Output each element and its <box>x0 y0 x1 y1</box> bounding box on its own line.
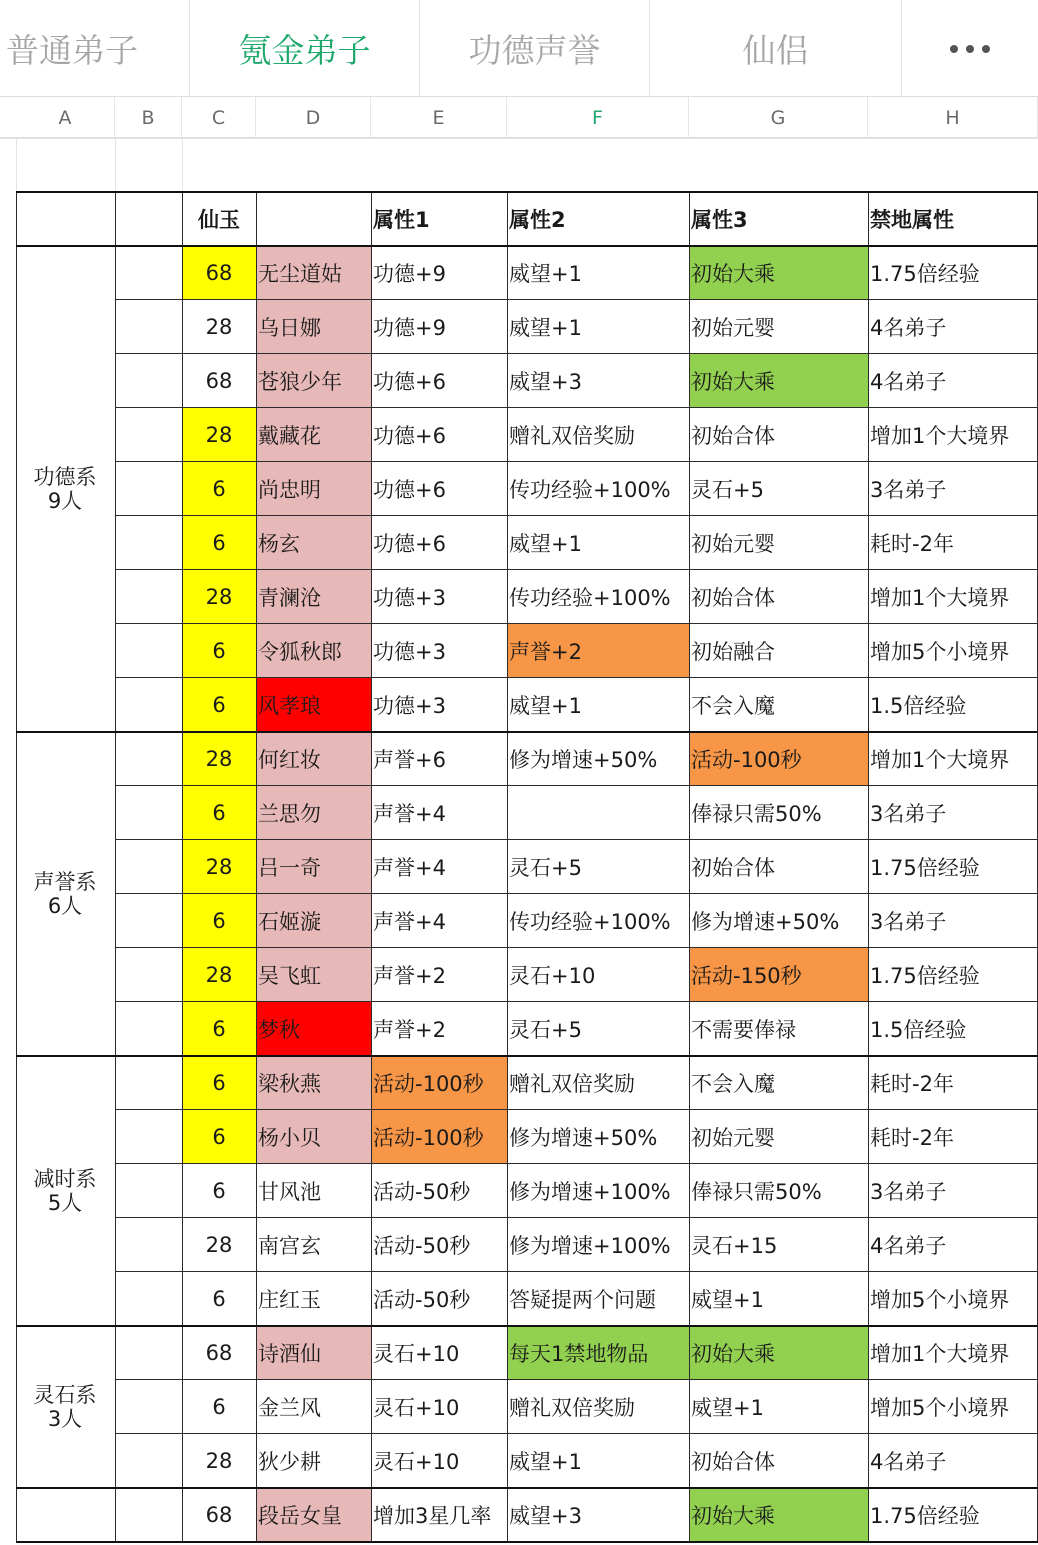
forbidden-attr-cell[interactable]: 耗时-2年 <box>870 1126 954 1150</box>
empty-cell[interactable] <box>115 1434 182 1488</box>
column-header-row <box>0 97 1038 138</box>
grid-line <box>182 138 183 192</box>
jade-cell[interactable]: 6 <box>182 678 256 732</box>
attr1-cell[interactable]: 灵石+10 <box>373 1342 460 1366</box>
jade-cell[interactable]: 6 <box>182 516 256 570</box>
empty-cell[interactable] <box>115 246 182 300</box>
name-cell[interactable]: 南宫玄 <box>258 1234 321 1258</box>
grid-line <box>115 353 1038 354</box>
jade-cell[interactable]: 28 <box>182 948 256 1002</box>
empty-cell[interactable] <box>115 948 182 1002</box>
attr1-cell[interactable]: 灵石+10 <box>373 1450 460 1474</box>
tab-sheet-2[interactable]: 氪金弟子 <box>190 0 420 97</box>
name-cell[interactable]: 青澜沧 <box>256 570 371 624</box>
attr2-cell[interactable]: 每天1禁地物品 <box>507 1326 689 1380</box>
attr1-cell[interactable]: 功德+6 <box>373 424 446 448</box>
attr3-cell[interactable]: 初始融合 <box>691 640 775 664</box>
group-label-line1: 声誉系 <box>33 870 97 894</box>
column-header-f[interactable]: F <box>507 97 689 138</box>
grid-line <box>16 245 1038 247</box>
attr1-cell[interactable]: 功德+6 <box>373 532 446 556</box>
attr2-cell[interactable]: 威望+3 <box>509 370 582 394</box>
name-cell[interactable]: 戴藏花 <box>256 408 371 462</box>
forbidden-attr-cell[interactable]: 增加5个小境界 <box>870 640 1010 664</box>
attr1-cell[interactable]: 功德+3 <box>373 640 446 664</box>
empty-cell[interactable] <box>115 1326 182 1380</box>
attr1-cell[interactable]: 活动-100秒 <box>371 1056 507 1110</box>
attr2-cell[interactable]: 修为增速+100% <box>509 1180 671 1204</box>
attr1-cell[interactable]: 功德+3 <box>373 586 446 610</box>
group-label-line2: 3人 <box>47 1407 83 1431</box>
forbidden-attr-cell[interactable]: 增加5个小境界 <box>870 1396 1010 1420</box>
attr1-cell[interactable]: 活动-50秒 <box>373 1234 471 1258</box>
jade-cell[interactable]: 6 <box>212 1287 226 1311</box>
name-cell[interactable]: 段岳女皇 <box>256 1488 371 1542</box>
name-cell[interactable]: 甘风池 <box>258 1180 321 1204</box>
jade-cell[interactable]: 6 <box>182 786 256 840</box>
empty-cell[interactable] <box>115 516 182 570</box>
name-cell[interactable]: 吴飞虹 <box>256 948 371 1002</box>
attr3-cell[interactable]: 修为增速+50% <box>691 910 840 934</box>
attr1-cell[interactable]: 功德+9 <box>373 316 446 340</box>
forbidden-attr-cell[interactable]: 4名弟子 <box>870 1450 947 1474</box>
grid-line <box>115 893 1038 894</box>
attr2-cell[interactable]: 威望+1 <box>509 694 582 718</box>
attr2-cell[interactable]: 灵石+5 <box>509 1018 582 1042</box>
attr2-cell[interactable]: 赠礼双倍奖励 <box>509 1072 635 1096</box>
grid-line <box>115 138 116 192</box>
grid-line <box>16 192 17 1542</box>
attr2-cell[interactable]: 威望+1 <box>509 262 582 286</box>
header-cell-attr3[interactable]: 属性3 <box>691 208 748 232</box>
more-dots-icon <box>950 45 990 53</box>
empty-cell[interactable] <box>115 1272 182 1326</box>
attr2-cell[interactable]: 威望+1 <box>509 1450 582 1474</box>
grid-line <box>16 1055 1038 1057</box>
grid-line <box>16 731 1038 733</box>
grid-line <box>16 1541 1038 1543</box>
attr3-cell[interactable]: 初始大乘 <box>689 246 868 300</box>
sheet-tab-bar <box>0 0 1038 97</box>
empty-cell[interactable] <box>115 732 182 786</box>
forbidden-attr-cell[interactable]: 3名弟子 <box>870 910 947 934</box>
forbidden-attr-cell[interactable]: 1.5倍经验 <box>870 694 967 718</box>
grid-line <box>689 192 690 1542</box>
jade-cell[interactable]: 6 <box>182 624 256 678</box>
forbidden-attr-cell[interactable]: 3名弟子 <box>870 478 947 502</box>
grid-line <box>115 1379 1038 1380</box>
attr3-cell[interactable]: 不会入魔 <box>691 694 775 718</box>
jade-cell[interactable]: 6 <box>182 462 256 516</box>
forbidden-attr-cell[interactable]: 3名弟子 <box>870 1180 947 1204</box>
jade-cell[interactable]: 6 <box>212 1179 226 1203</box>
empty-cell[interactable] <box>115 354 182 408</box>
empty-cell[interactable] <box>115 570 182 624</box>
forbidden-attr-cell[interactable]: 耗时-2年 <box>870 532 954 556</box>
empty-cell[interactable] <box>115 840 182 894</box>
grid-line <box>115 1163 1038 1164</box>
attr2-cell[interactable]: 声誉+2 <box>507 624 689 678</box>
attr1-cell[interactable]: 声誉+4 <box>373 910 446 934</box>
jade-cell[interactable]: 68 <box>205 1503 233 1527</box>
attr3-cell[interactable]: 活动-150秒 <box>689 948 868 1002</box>
column-header-a[interactable]: A <box>16 97 115 138</box>
forbidden-attr-cell[interactable]: 1.75倍经验 <box>870 964 980 988</box>
grid-line <box>868 192 869 1542</box>
tab-sheet-1[interactable]: 普通弟子 <box>0 0 190 97</box>
grid-line <box>115 1271 1038 1272</box>
attr3-cell[interactable]: 初始元婴 <box>691 1126 775 1150</box>
tab-sheet-3[interactable]: 功德声誉 <box>420 0 650 97</box>
attr3-cell[interactable]: 俸禄只需50% <box>691 1180 822 1204</box>
forbidden-attr-cell[interactable]: 耗时-2年 <box>870 1072 954 1096</box>
column-header-g[interactable]: G <box>689 97 868 138</box>
group-label-spirit-stone[interactable] <box>16 1326 114 1488</box>
attr1-cell[interactable]: 活动-100秒 <box>371 1110 507 1164</box>
grid-line <box>16 1487 1038 1489</box>
name-cell[interactable]: 吕一奇 <box>256 840 371 894</box>
attr3-cell[interactable]: 初始合体 <box>691 856 775 880</box>
attr2-cell[interactable]: 威望+3 <box>509 1504 582 1528</box>
column-header-e[interactable]: E <box>371 97 507 138</box>
jade-cell[interactable]: 28 <box>205 315 233 339</box>
attr3-cell[interactable]: 初始合体 <box>691 586 775 610</box>
header-cell-attr1[interactable]: 属性1 <box>373 208 430 232</box>
jade-cell[interactable]: 6 <box>212 1395 226 1419</box>
forbidden-attr-cell[interactable]: 1.5倍经验 <box>870 1018 967 1042</box>
attr1-cell[interactable]: 声誉+2 <box>373 1018 446 1042</box>
empty-cell[interactable] <box>115 678 182 732</box>
header-cell-forbidden-attr[interactable]: 禁地属性 <box>870 208 954 232</box>
header-cell-attr2[interactable]: 属性2 <box>509 208 566 232</box>
jade-cell[interactable]: 68 <box>205 1341 233 1365</box>
attr1-cell[interactable]: 增加3星几率 <box>373 1504 492 1528</box>
grid-line <box>115 1109 1038 1110</box>
attr1-cell[interactable]: 灵石+10 <box>373 1396 460 1420</box>
grid-line <box>0 138 1038 139</box>
header-cell-name[interactable] <box>256 192 371 246</box>
jade-cell[interactable]: 6 <box>182 1110 256 1164</box>
attr1-cell[interactable]: 声誉+4 <box>373 802 446 826</box>
attr1-cell[interactable]: 功德+6 <box>373 370 446 394</box>
grid-line <box>115 1001 1038 1002</box>
column-header-d[interactable]: D <box>256 97 371 138</box>
grid-line <box>371 192 372 1542</box>
forbidden-attr-cell[interactable]: 4名弟子 <box>870 316 947 340</box>
jade-cell[interactable]: 6 <box>182 894 256 948</box>
forbidden-attr-cell[interactable]: 1.75倍经验 <box>870 262 980 286</box>
group-label-line1: 功德系 <box>33 465 97 489</box>
grid-line <box>115 515 1038 516</box>
name-cell[interactable]: 石姬漩 <box>256 894 371 948</box>
group-label-line2: 5人 <box>47 1191 83 1215</box>
attr1-cell[interactable]: 活动-50秒 <box>373 1288 471 1312</box>
empty-cell[interactable] <box>115 786 182 840</box>
grid-line <box>256 192 257 1542</box>
attr3-cell[interactable]: 初始大乘 <box>689 1488 868 1542</box>
grid-line <box>16 1325 1038 1327</box>
grid-line <box>182 192 183 1542</box>
more-button[interactable] <box>902 0 1038 97</box>
jade-cell[interactable]: 6 <box>182 1002 256 1056</box>
group-label-reputation[interactable] <box>16 732 114 1056</box>
name-cell[interactable]: 何红妆 <box>256 732 371 786</box>
jade-cell[interactable]: 28 <box>205 1233 233 1257</box>
attr2-cell[interactable]: 赠礼双倍奖励 <box>509 1396 635 1420</box>
name-cell[interactable]: 兰思勿 <box>256 786 371 840</box>
group-label-line1: 灵石系 <box>33 1383 97 1407</box>
jade-cell[interactable]: 28 <box>182 408 256 462</box>
empty-cell[interactable] <box>115 1164 182 1218</box>
attr3-cell[interactable]: 不需要俸禄 <box>691 1018 796 1042</box>
empty-cell[interactable] <box>115 1218 182 1272</box>
name-cell[interactable]: 无尘道姑 <box>256 246 371 300</box>
jade-cell[interactable]: 28 <box>182 840 256 894</box>
attr3-cell[interactable]: 初始元婴 <box>691 532 775 556</box>
forbidden-attr-cell[interactable]: 增加1个大境界 <box>870 424 1010 448</box>
column-header-c[interactable]: C <box>182 97 256 138</box>
name-cell[interactable]: 令狐秋郎 <box>256 624 371 678</box>
attr3-cell[interactable]: 初始合体 <box>691 1450 775 1474</box>
attr3-cell[interactable]: 威望+1 <box>691 1396 764 1420</box>
attr1-cell[interactable]: 声誉+4 <box>373 856 446 880</box>
attr3-cell[interactable]: 初始大乘 <box>689 1326 868 1380</box>
group-label-line2: 6人 <box>47 894 83 918</box>
forbidden-attr-cell[interactable]: 3名弟子 <box>870 802 947 826</box>
attr2-cell[interactable] <box>507 786 689 840</box>
empty-cell[interactable] <box>115 408 182 462</box>
group-label-merit[interactable] <box>16 246 114 732</box>
forbidden-attr-cell[interactable]: 4名弟子 <box>870 370 947 394</box>
forbidden-attr-cell[interactable]: 增加1个大境界 <box>870 586 1010 610</box>
attr1-cell[interactable]: 活动-50秒 <box>373 1180 471 1204</box>
attr3-cell[interactable]: 俸禄只需50% <box>691 802 822 826</box>
grid-line <box>115 623 1038 624</box>
name-cell[interactable]: 庄红玉 <box>258 1288 321 1312</box>
attr2-cell[interactable]: 赠礼双倍奖励 <box>509 424 635 448</box>
attr2-cell[interactable]: 灵石+10 <box>509 964 596 988</box>
attr2-cell[interactable]: 修为增速+50% <box>509 748 658 772</box>
jade-cell[interactable]: 28 <box>205 1449 233 1473</box>
attr3-cell[interactable]: 不会入魔 <box>691 1072 775 1096</box>
tab-sheet-4[interactable]: 仙侣 <box>650 0 902 97</box>
name-cell[interactable]: 风孝琅 <box>256 678 371 732</box>
name-cell[interactable]: 杨玄 <box>256 516 371 570</box>
group-label-time[interactable] <box>16 1056 114 1326</box>
attr3-cell[interactable]: 灵石+15 <box>691 1234 778 1258</box>
empty-cell[interactable] <box>115 1380 182 1434</box>
name-cell[interactable]: 乌日娜 <box>256 300 371 354</box>
empty-cell[interactable] <box>115 462 182 516</box>
grid-line <box>115 1217 1038 1218</box>
attr2-cell[interactable]: 修为增速+50% <box>509 1126 658 1150</box>
attr3-cell[interactable]: 威望+1 <box>691 1288 764 1312</box>
forbidden-attr-cell[interactable]: 1.75倍经验 <box>870 856 980 880</box>
attr2-cell[interactable]: 答疑提两个问题 <box>509 1288 656 1312</box>
empty-cell[interactable] <box>115 1056 182 1110</box>
name-cell[interactable]: 苍狼少年 <box>256 354 371 408</box>
attr3-cell[interactable]: 初始元婴 <box>691 316 775 340</box>
column-header-b[interactable]: B <box>115 97 182 138</box>
attr2-cell[interactable]: 传功经验+100% <box>509 910 671 934</box>
attr3-cell[interactable]: 初始合体 <box>691 424 775 448</box>
grid-line <box>16 138 17 192</box>
forbidden-attr-cell[interactable]: 增加5个小境界 <box>870 1288 1010 1312</box>
name-cell[interactable]: 梦秋 <box>256 1002 371 1056</box>
attr2-cell[interactable]: 传功经验+100% <box>509 478 671 502</box>
grid-line <box>115 407 1038 408</box>
attr2-cell[interactable]: 威望+1 <box>509 316 582 340</box>
grid-line <box>115 192 116 1542</box>
name-cell[interactable]: 梁秋燕 <box>256 1056 371 1110</box>
grid-line <box>115 785 1038 786</box>
jade-cell[interactable]: 28 <box>182 732 256 786</box>
name-cell[interactable]: 金兰风 <box>258 1396 321 1420</box>
attr3-cell[interactable]: 活动-100秒 <box>689 732 868 786</box>
jade-cell[interactable]: 68 <box>182 246 256 300</box>
attr1-cell[interactable]: 功德+3 <box>373 694 446 718</box>
jade-cell[interactable]: 28 <box>182 570 256 624</box>
empty-cell[interactable] <box>115 300 182 354</box>
group-label-line1: 减时系 <box>33 1167 97 1191</box>
name-cell[interactable]: 狄少耕 <box>258 1450 321 1474</box>
jade-cell[interactable]: 68 <box>205 369 233 393</box>
column-header-h[interactable]: H <box>868 97 1038 138</box>
header-cell-jade[interactable]: 仙玉 <box>198 208 240 232</box>
attr1-cell[interactable]: 功德+9 <box>373 262 446 286</box>
grid-line <box>115 677 1038 678</box>
name-cell[interactable]: 尚忠明 <box>256 462 371 516</box>
attr1-cell[interactable]: 声誉+2 <box>373 964 446 988</box>
forbidden-attr-cell[interactable]: 增加1个大境界 <box>870 1342 1010 1366</box>
grid-line <box>507 192 508 1542</box>
attr2-cell[interactable]: 灵石+5 <box>509 856 582 880</box>
empty-cell[interactable] <box>115 624 182 678</box>
group-label-line2: 9人 <box>47 489 83 513</box>
grid-line <box>115 569 1038 570</box>
forbidden-attr-cell[interactable]: 增加1个大境界 <box>870 748 1010 772</box>
grid-line <box>115 839 1038 840</box>
name-cell[interactable]: 诗酒仙 <box>256 1326 371 1380</box>
empty-cell[interactable] <box>115 894 182 948</box>
grid-line <box>115 299 1038 300</box>
jade-cell[interactable]: 6 <box>182 1056 256 1110</box>
grid-line <box>16 191 1038 193</box>
name-cell[interactable]: 杨小贝 <box>256 1110 371 1164</box>
attr1-cell[interactable]: 功德+6 <box>373 478 446 502</box>
forbidden-attr-cell[interactable]: 1.75倍经验 <box>870 1504 980 1528</box>
empty-cell[interactable] <box>115 1110 182 1164</box>
grid-line <box>115 1433 1038 1434</box>
empty-cell[interactable] <box>115 1488 182 1542</box>
forbidden-attr-cell[interactable]: 4名弟子 <box>870 1234 947 1258</box>
attr3-cell[interactable]: 初始大乘 <box>689 354 868 408</box>
empty-cell[interactable] <box>115 1002 182 1056</box>
attr3-cell[interactable]: 灵石+5 <box>691 478 764 502</box>
grid-line <box>115 461 1038 462</box>
attr2-cell[interactable]: 传功经验+100% <box>509 586 671 610</box>
attr2-cell[interactable]: 威望+1 <box>509 532 582 556</box>
attr1-cell[interactable]: 声誉+6 <box>373 748 446 772</box>
grid-line <box>115 947 1038 948</box>
attr2-cell[interactable]: 修为增速+100% <box>509 1234 671 1258</box>
